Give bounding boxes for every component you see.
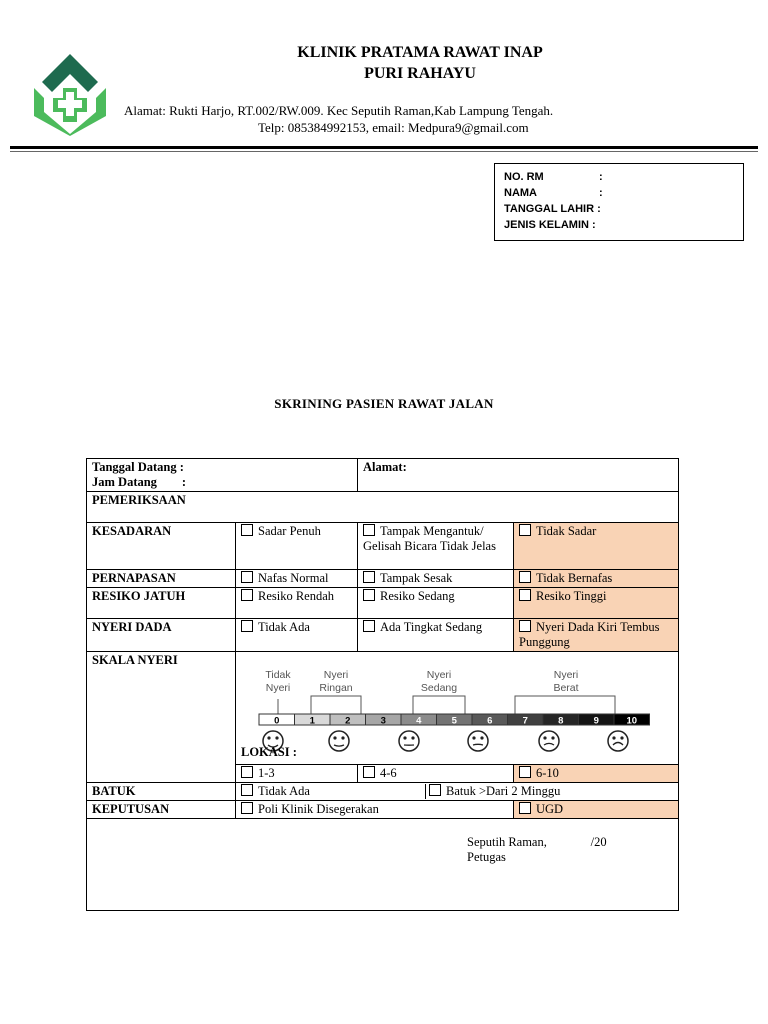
keputusan-label: KEPUTUSAN — [87, 801, 236, 819]
tanggal-datang-label: Tanggal Datang : — [92, 460, 184, 474]
pernapasan-option-1[interactable]: Nafas Normal — [236, 570, 358, 588]
screening-table — [86, 458, 679, 911]
cat-ringan-1: Nyeri — [323, 669, 349, 681]
scale-number-4: 4 — [416, 715, 422, 727]
signature-cell — [87, 819, 679, 911]
pain-face-icon — [468, 731, 488, 751]
scale-number-7: 7 — [522, 715, 528, 727]
form-title: SKRINING PASIEN RAWAT JALAN — [274, 396, 494, 411]
batuk-label: BATUK — [87, 783, 236, 801]
pernapasan-option-3[interactable]: Tidak Bernafas — [514, 570, 679, 588]
cat-tidak-2: Nyeri — [265, 682, 291, 694]
resiko-jatuh-option-2[interactable]: Resiko Sedang — [358, 588, 514, 619]
scale-number-1: 1 — [309, 715, 315, 727]
scale-number-6: 6 — [487, 715, 493, 727]
scale-number-5: 5 — [451, 715, 457, 727]
batuk-options — [236, 783, 679, 801]
pernapasan-option-2[interactable]: Tampak Sesak — [358, 570, 514, 588]
checkbox[interactable] — [241, 571, 253, 583]
checkbox[interactable] — [241, 524, 253, 536]
cat-berat-1: Nyeri — [553, 669, 579, 681]
scale-bar — [259, 714, 650, 727]
keputusan-option-1[interactable]: Poli Klinik Disegerakan — [236, 801, 514, 819]
kesadaran-option-3[interactable]: Tidak Sadar — [514, 523, 679, 570]
pernapasan-label: PERNAPASAN — [87, 570, 236, 588]
checkbox[interactable] — [363, 620, 375, 632]
signature-place-date: Seputih Raman, /20 — [467, 835, 607, 849]
skala-option-3[interactable]: 6-10 — [514, 765, 679, 783]
checkbox[interactable] — [519, 524, 531, 536]
resiko-jatuh-option-3[interactable]: Resiko Tinggi — [514, 588, 679, 619]
checkbox[interactable] — [241, 766, 253, 778]
pain-face-icon — [539, 731, 559, 751]
checkbox[interactable] — [241, 589, 253, 601]
checkbox[interactable] — [519, 802, 531, 814]
checkbox[interactable] — [363, 571, 375, 583]
cat-ringan-2: Ringan — [319, 682, 353, 694]
skala-option-1[interactable]: 1-3 — [236, 765, 358, 783]
header-rule — [10, 146, 758, 149]
skala-option-2[interactable]: 4-6 — [358, 765, 514, 783]
header-rule-thin — [10, 151, 758, 152]
arrival-cell[interactable] — [87, 459, 358, 492]
lokasi-label: LOKASI : — [241, 745, 297, 759]
keputusan-option-3[interactable]: UGD — [514, 801, 679, 819]
scale-number-0: 0 — [274, 715, 280, 727]
checkbox[interactable] — [519, 589, 531, 601]
signature-petugas: Petugas — [467, 850, 506, 864]
scale-number-3: 3 — [380, 715, 386, 727]
checkbox[interactable] — [241, 802, 253, 814]
resiko-jatuh-label: RESIKO JATUH — [87, 588, 236, 619]
resiko-jatuh-option-1[interactable]: Resiko Rendah — [236, 588, 358, 619]
scale-number-10: 10 — [626, 715, 638, 727]
checkbox[interactable] — [363, 524, 375, 536]
checkbox[interactable] — [429, 784, 441, 796]
kesadaran-option-2[interactable]: Tampak Mengantuk/ Gelisah Bicara Tidak Jelas — [358, 523, 514, 570]
nyeri-dada-option-1[interactable]: Tidak Ada — [236, 619, 358, 652]
pain-face-icon — [608, 731, 628, 751]
tanggal-lahir-row: TANGGAL LAHIR : — [504, 203, 601, 215]
scale-number-9: 9 — [593, 715, 599, 727]
pain-face-icon — [399, 731, 419, 751]
batuk-option-2[interactable]: Batuk >Dari 2 Minggu — [425, 784, 560, 799]
checkbox[interactable] — [519, 620, 531, 632]
skala-nyeri-label: SKALA NYERI — [87, 652, 236, 783]
pain-scale-cell — [236, 652, 679, 765]
pain-scale-graphic — [251, 652, 651, 764]
clinic-name-line2: PURI RAHAYU — [364, 65, 476, 82]
nyeri-dada-option-3[interactable]: Nyeri Dada Kiri Tembus Punggung — [514, 619, 679, 652]
no-rm-row: NO. RM : — [504, 171, 603, 183]
cat-sedang-1: Nyeri — [426, 669, 452, 681]
cat-berat-2: Berat — [553, 682, 579, 694]
nyeri-dada-option-2[interactable]: Ada Tingkat Sedang — [358, 619, 514, 652]
clinic-name-line1: KLINIK PRATAMA RAWAT INAP — [297, 44, 543, 61]
checkbox[interactable] — [241, 784, 253, 796]
alamat-cell[interactable]: Alamat: — [358, 459, 679, 492]
pain-scale — [241, 652, 673, 764]
jam-datang-label: Jam Datang : — [92, 475, 187, 489]
patient-identity-box — [494, 163, 744, 241]
cat-sedang-2: Sedang — [420, 682, 458, 694]
checkbox[interactable] — [363, 766, 375, 778]
checkbox[interactable] — [519, 766, 531, 778]
nyeri-dada-label: NYERI DADA — [87, 619, 236, 652]
kesadaran-option-1[interactable]: Sadar Penuh — [236, 523, 358, 570]
kesadaran-label: KESADARAN — [87, 523, 236, 570]
scale-number-8: 8 — [558, 715, 564, 727]
pain-faces — [263, 731, 628, 751]
pemeriksaan-header: PEMERIKSAAN — [87, 492, 679, 523]
pain-face-icon — [329, 731, 349, 751]
clinic-address: Alamat: Rukti Harjo, RT.002/RW.009. Kec Seputih Raman,Kab Lampung Tengah. — [124, 103, 554, 118]
batuk-option-1[interactable]: Tidak Ada — [241, 784, 310, 798]
checkbox[interactable] — [363, 589, 375, 601]
clinic-contact: Telp: 085384992153, email: Medpura9@gmail.com — [258, 120, 529, 135]
cat-tidak-1: Tidak — [265, 669, 291, 681]
jenis-kelamin-row: JENIS KELAMIN : — [504, 219, 596, 231]
scale-number-2: 2 — [345, 715, 351, 727]
checkbox[interactable] — [519, 571, 531, 583]
nama-row: NAMA : — [504, 187, 603, 199]
checkbox[interactable] — [241, 620, 253, 632]
